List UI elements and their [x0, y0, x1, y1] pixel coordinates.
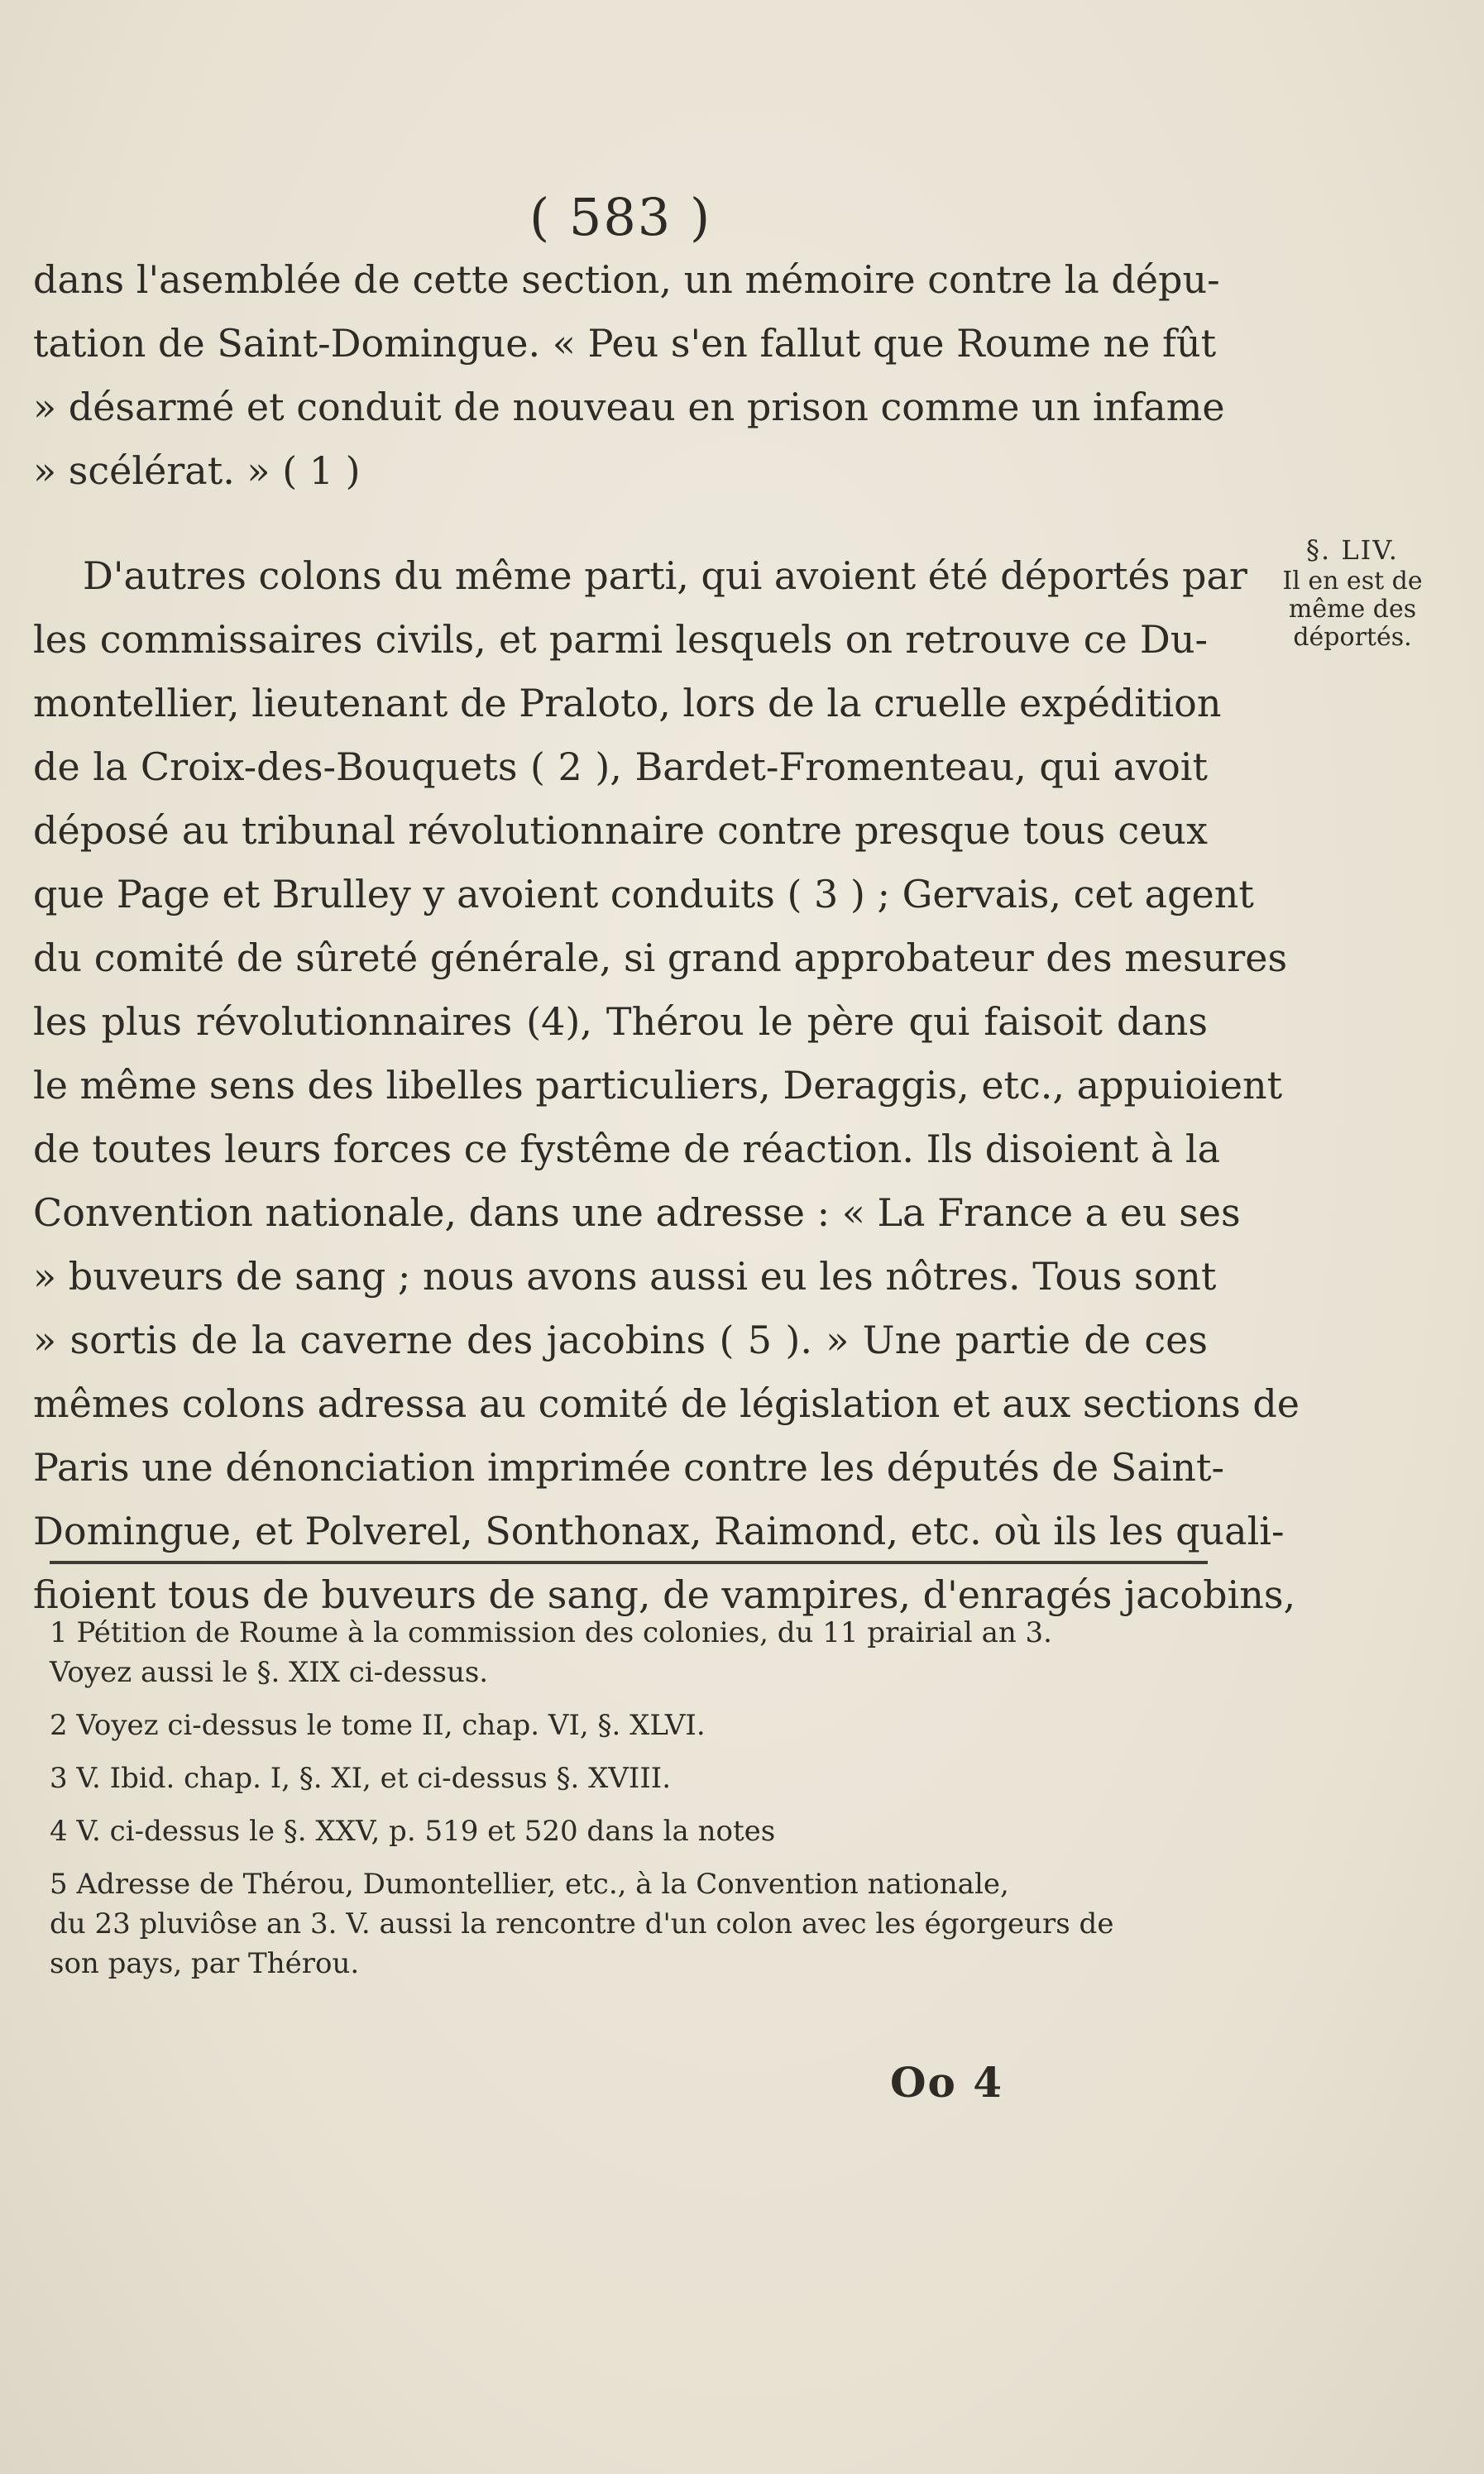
text-line: le même sens des libelles particuliers, Deraggis, etc., appuioient — [33, 1063, 1283, 1108]
signature-mark: Oo 4 — [890, 2058, 1004, 2107]
footnotes — [50, 1613, 1208, 1984]
text-line: » désarmé et conduit de nouveau en prison comme un infame — [33, 385, 1225, 429]
paragraph-break — [33, 503, 1208, 544]
margin-note-line: déportés. — [1293, 623, 1412, 652]
footnote-line: 2 Voyez ci-dessus le tome II, chap. VI, §. XLVI. — [50, 1709, 706, 1742]
footnote-line: 4 V. ci-dessus le §. XXV, p. 519 et 520 dans la notes — [50, 1815, 776, 1848]
text-line: les plus révolutionnaires (4), Thérou le père qui faisoit dans — [33, 999, 1208, 1044]
text-line: de la Croix-des-Bouquets ( 2 ), Bardet-Fromenteau, qui avoit — [33, 744, 1208, 789]
page-number: ( 583 ) — [529, 187, 712, 247]
text-line: » buveurs de sang ; nous avons aussi eu les nôtres. Tous sont — [33, 1254, 1217, 1299]
footnote-divider — [50, 1561, 1208, 1564]
text-line: » scélérat. » ( 1 ) — [33, 448, 361, 493]
text-line: D'autres colons du même parti, qui avoient été déportés par — [83, 553, 1247, 598]
margin-note — [1249, 536, 1456, 652]
main-text — [33, 248, 1300, 1627]
footnote-line: du 23 pluviôse an 3. V. aussi la rencontre d'un colon avec les égorgeurs de — [50, 1907, 1114, 1940]
text-line: du comité de sûreté générale, si grand approbateur des mesures — [33, 936, 1288, 980]
text-line: Convention nationale, dans une adresse : « La France a eu ses — [33, 1190, 1241, 1235]
margin-note-line: Il en est de — [1282, 567, 1423, 596]
text-line: de toutes leurs forces ce fystême de réaction. Ils disoient à la — [33, 1127, 1221, 1171]
text-line: mêmes colons adressa au comité de législation et aux sections de — [33, 1381, 1300, 1426]
footnote-line: Voyez aussi le §. XIX ci-dessus. — [50, 1656, 489, 1689]
text-line: les commissaires civils, et parmi lesquels on retrouve ce Du- — [33, 617, 1208, 662]
text-line: fioient tous de buveurs de sang, de vampires, d'enragés jacobins, — [33, 1572, 1296, 1617]
text-line: que Page et Brulley y avoient conduits ( 3 ) ; Gervais, cet agent — [33, 872, 1254, 916]
text-line: Paris une dénonciation imprimée contre les députés de Saint- — [33, 1445, 1224, 1490]
footnote-line: son pays, par Thérou. — [50, 1947, 360, 1980]
text-line: montellier, lieutenant de Praloto, lors de la cruelle expédition — [33, 681, 1222, 725]
footnote-line: 3 V. Ibid. chap. I, §. XI, et ci-dessus §. XVIII. — [50, 1762, 672, 1795]
text-line: » sortis de la caverne des jacobins ( 5 ). » Une partie de ces — [33, 1318, 1208, 1362]
text-line: Domingue, et Polverel, Sonthonax, Raimond, etc. où ils les quali- — [33, 1509, 1285, 1553]
text-line: déposé au tribunal révolutionnaire contre presque tous ceux — [33, 808, 1208, 853]
footnote-line: 1 Pétition de Roume à la commission des colonies, du 11 prairial an 3. — [50, 1616, 1052, 1649]
footnote-line: 5 Adresse de Thérou, Dumontellier, etc., à la Convention nationale, — [50, 1868, 1009, 1901]
text-line: dans l'asemblée de cette section, un mémoire contre la dépu- — [33, 257, 1220, 302]
text-line: tation de Saint-Domingue. « Peu s'en fallut que Roume ne fût — [33, 321, 1217, 366]
margin-note-section: §. LIV. — [1306, 534, 1399, 566]
margin-note-line: même des — [1288, 595, 1417, 624]
